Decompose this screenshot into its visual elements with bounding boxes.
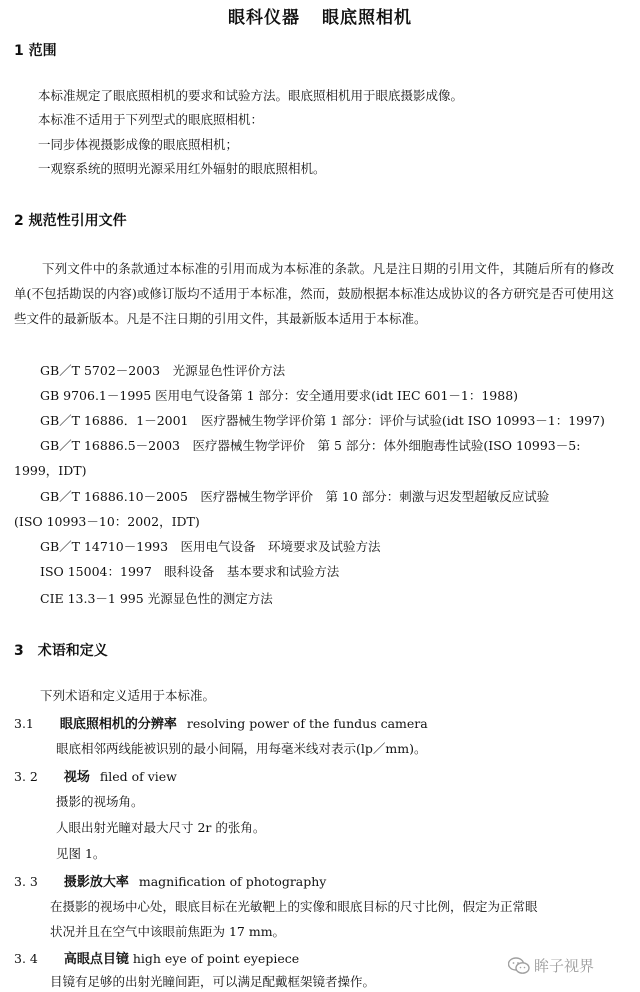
reference-item: ISO 15004：1997 眼科设备 基本要求和试验方法 [40, 564, 340, 579]
title-left: 眼科仪器 [228, 8, 300, 28]
reference-item: GB／T 16886．1－2001 医疗器械生物学评价第 1 部分：评价与试验(idt ISO 10993－1：1997) [40, 413, 605, 428]
term-definition: 人眼出射光瞳对最大尺寸 2r 的张角。 [56, 820, 266, 835]
term-definition: 目镜有足够的出射光瞳间距，可以满足配戴框架镜者操作。 [50, 974, 376, 989]
term-definition: 摄影的视场角。 [56, 794, 144, 809]
s1-line: 一观察系统的照明光源采用红外辐射的眼底照相机。 [38, 161, 326, 176]
section-2-heading: 2 规范性引用文件 [14, 213, 127, 229]
term-english: high eye of point eyepiece [132, 951, 300, 966]
reference-item: GB／T 14710－1993 医用电气设备 环境要求及试验方法 [40, 539, 381, 554]
term-english: resolving power of the fundus camera [186, 716, 428, 731]
reference-item: GB 9706.1－1995 医用电气设备第 1 部分：安全通用要求(idt IEC 601－1：1988) [40, 388, 519, 403]
reference-item: GB／T 16886.10－2005 医疗器械生物学评价 第 10 部分：刺激与迟发型超敏反应试验 [40, 489, 550, 504]
term-row [14, 948, 299, 967]
term-english: magnification of photography [138, 874, 327, 889]
s1-line: 本标准不适用于下列型式的眼底照相机： [38, 112, 264, 127]
term-chinese: 视场 [63, 770, 90, 785]
term-chinese: 高眼点目镜 [63, 952, 129, 967]
term-number: 3.1 [14, 716, 34, 731]
s1-line: 一同步体视摄影成像的眼底照相机； [38, 137, 239, 152]
term-definition: 眼底相邻两线能被识别的最小间隔，用每毫米线对表示(lp／mm)。 [56, 741, 427, 756]
title-right: 眼底照相机 [322, 8, 412, 28]
term-definition: 状况并且在空气中该眼前焦距为 17 mm。 [50, 924, 286, 939]
section-3-heading: 3 术语和定义 [14, 643, 108, 659]
s2-paragraph: 下列文件中的条款通过本标准的引用而成为本标准的条款。凡是注日期的引用文件，其随后所有的修改单(不包括勘误的内容)或修订版均不适用于本标准，然而，鼓励根据本标准达成协议的各方研究是否可使用这些文件的最新版本。凡是不注日期的引用文件，其最新版本适用于本标准。 [14, 261, 614, 326]
term-row [14, 766, 177, 785]
watermark [508, 955, 594, 976]
term-chinese: 眼底照相机的分辨率 [59, 717, 177, 732]
term-chinese: 摄影放大率 [63, 875, 129, 890]
section-1-heading: 1 范围 [14, 43, 57, 59]
term-english: filed of view [99, 769, 177, 784]
watermark-text: 眸子视界 [534, 957, 595, 975]
term-definition: 在摄影的视场中心处，眼底目标在光敏靶上的实像和眼底目标的尺寸比例，假定为正常眼 [50, 899, 538, 914]
reference-item-cont: 1999，IDT) [14, 463, 87, 478]
term-definition: 见图 1。 [56, 846, 106, 861]
term-number: 3. 3 [14, 874, 38, 889]
reference-item: GB／T 5702－2003 光源显色性评价方法 [40, 363, 286, 378]
wechat-icon [508, 957, 530, 975]
term-number: 3. 2 [14, 769, 38, 784]
s1-line: 本标准规定了眼底照相机的要求和试验方法。眼底照相机用于眼底摄影成像。 [38, 88, 464, 103]
reference-item-cont: (ISO 10993－10：2002，IDT) [14, 514, 200, 529]
reference-item: GB／T 16886.5－2003 医疗器械生物学评价 第 5 部分：体外细胞毒性试验(ISO 10993－5: [40, 438, 581, 453]
reference-item: CIE 13.3－1 995 光源显色性的测定方法 [40, 591, 273, 606]
term-number: 3. 4 [14, 951, 38, 966]
term-row [14, 871, 326, 890]
term-row [14, 713, 428, 732]
s3-intro: 下列术语和定义适用于本标准。 [40, 688, 216, 703]
page-title [0, 3, 640, 28]
